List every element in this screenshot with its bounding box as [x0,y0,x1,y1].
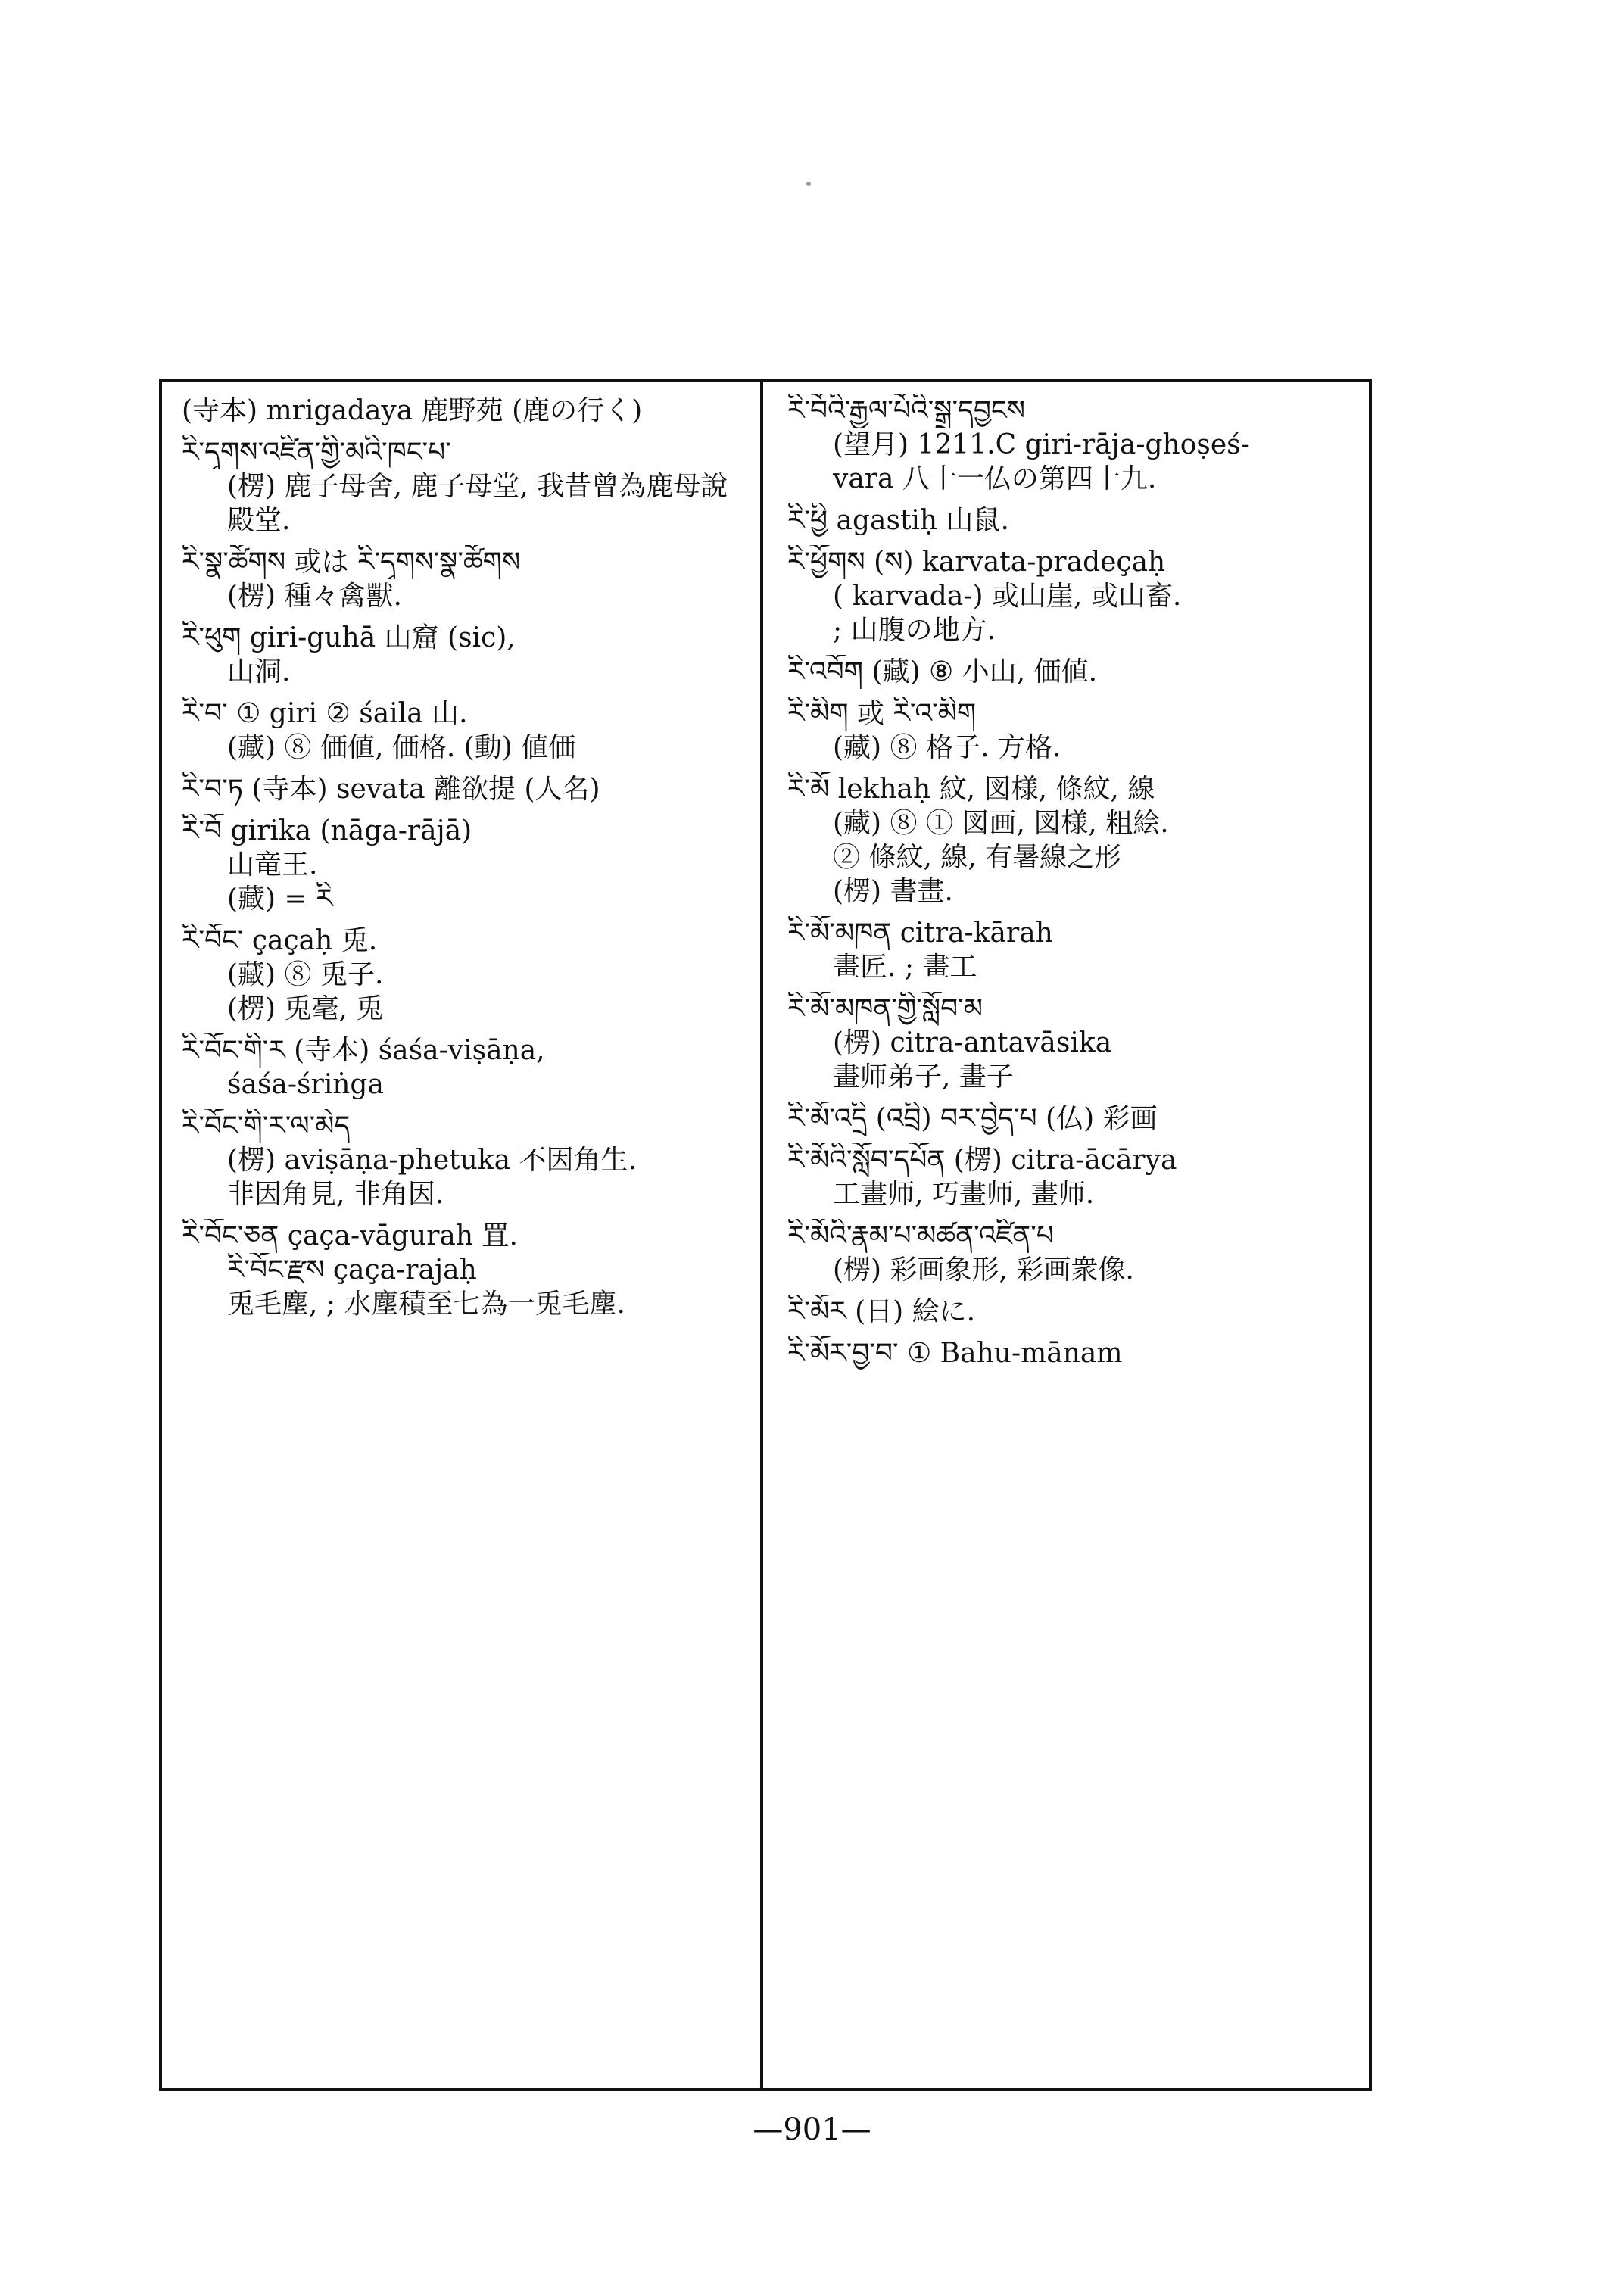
entry-spacer [787,765,1363,772]
entry-spacer [182,916,757,924]
dictionary-entry [182,1033,757,1102]
entry-spacer [182,1321,757,1329]
entry-gloss: (楞) 種々禽獸. [227,581,402,612]
entry-headword: ཪི་མོར (日) 絵に. [787,1296,976,1327]
entry-gloss: ( karvada-) 或山崖, 或山畜. [833,581,1182,612]
entry-headword: ཪི་དྭགས་འཛིན་གྱི་མའི་ཁང་པ་ [182,437,451,468]
entry-gloss: ② 條紋, 線, 有暑線之形 [833,842,1122,873]
dictionary-entry [182,545,757,613]
entry-headword: ཪི་བོང་ çaçaḥ 兎. [182,925,378,956]
entry-spacer [182,613,757,621]
dictionary-entry [787,916,1363,984]
dictionary-entry [182,621,757,689]
entry-gloss: 殿堂. [227,505,291,536]
entry-headword: ཪི་མོ་མཁན་གྱི་སློབ་མ [787,993,983,1024]
page-number: —901— [753,2112,871,2147]
dictionary-entry [182,924,757,1026]
dictionary-entry [182,697,757,765]
entry-gloss: (藏) ⑧ 兎子. [227,959,384,990]
entry-headword: ཪི་བོང་ཅན çaça-vāgurah 罝. [182,1220,518,1251]
dictionary-entry [787,545,1363,647]
dictionary-entry [787,772,1363,909]
entry-gloss: (藏) ⑧ 価値, 価格. (動) 値価 [227,732,576,763]
dictionary-entry [787,1336,1363,1370]
entry-spacer [787,689,1363,697]
entry-headword: ཪི་བ་ ① giri ② śaila 山. [182,698,468,729]
entry-gloss: 工畫师, 巧畫师, 畫师. [833,1179,1095,1210]
entry-gloss: śaśa-śriṅga [227,1069,384,1100]
entry-gloss: ; 山腹の地方. [833,615,996,646]
left-column [182,394,757,1329]
entry-spacer [182,1211,757,1219]
dictionary-entry [787,697,1363,765]
entry-headword: ཪི་མོའི་རྣམ་པ་མཚན་འཛིན་པ [787,1220,1054,1251]
entry-spacer [787,1370,1363,1378]
entry-spacer [787,1287,1363,1295]
dictionary-entry [182,1219,757,1321]
entry-gloss: 非因角見, 非角因. [227,1179,444,1210]
entry-spacer [182,689,757,697]
entry-headword: ཪི་མིག 或 ཪི་འ་མིག [787,698,977,729]
entry-gloss: (楞) 書畫. [833,876,953,907]
entry-gloss: (楞) citra-antavāsika [833,1027,1112,1058]
dictionary-entry [182,435,757,538]
entry-gloss: (藏) = ཪི [227,884,333,915]
dictionary-entry [787,1295,1363,1329]
entry-gloss: 畫匠. ; 畫工 [833,952,977,983]
dictionary-entry [182,814,757,916]
entry-headword: ཪི་བ་ཏ (寺本) sevata 離欲提 (人名) [182,774,600,805]
entry-headword: ཪི་བོང་གི་ར (寺本) śaśa-viṣāṇa, [182,1035,545,1066]
entry-headword: ཪི་མོའི་སློབ་དཔོན (楞) citra-ācārya [787,1145,1177,1176]
entry-spacer [787,647,1363,655]
entry-gloss: (藏) ⑧ 格子. 方格. [833,732,1061,763]
dictionary-entry [787,1143,1363,1211]
entry-gloss: (楞) 兎毫, 兎 [227,993,384,1024]
entry-gloss: (楞) 彩画象形, 彩画衆像. [833,1255,1134,1286]
column-divider [760,379,763,2091]
dictionary-entry [787,1102,1363,1136]
entry-gloss: (楞) aviṣāṇa-phetuka 不因角生. [227,1145,637,1176]
entry-spacer [787,538,1363,545]
entry-headword: ཪི་ཕྱི agastiḥ 山鼠. [787,505,1010,536]
entry-spacer [182,538,757,545]
entry-headword: ཪི་བོའི་རྒྱལ་པོའི་སྒྲ་དབྱངས [787,395,1025,426]
entry-headword: ཪི་ཕུག giri-guhā 山窟 (sic), [182,622,516,653]
entry-headword: ཪི་ཕྱོགས (ས) karvata-pradeçaḥ [787,547,1166,578]
entry-spacer [182,806,757,814]
entry-spacer [787,496,1363,503]
dictionary-entry [787,1219,1363,1287]
entry-gloss: 山洞. [227,656,291,687]
dictionary-entry [787,992,1363,1094]
entry-gloss: 山竜王. [227,849,318,881]
entry-spacer [182,765,757,772]
entry-headword: ཪི་བོང་གི་ར་ལ་མེད [182,1111,351,1142]
dictionary-entry [182,1109,757,1211]
entry-headword: ཪི་མོ་མཁན citra-kārah [787,918,1053,949]
dictionary-entry [787,503,1363,538]
entry-gloss: 畫师弟子, 畫子 [833,1061,1014,1092]
entry-gloss: (望月) 1211.C giri-rāja-ghoṣeś- [833,429,1250,460]
entry-headword: ཪི་སྣ་ཚོགས 或は ཪི་དྭགས་སྣ་ཚོགས [182,547,521,578]
entry-headword: ཪི་འབོག (藏) ⑧ 小山, 価値. [787,656,1098,687]
right-column [787,394,1363,1378]
entry-spacer [787,1094,1363,1102]
entry-spacer [787,909,1363,916]
dictionary-entry [787,655,1363,689]
entry-headword: (寺本) mrigadaya 鹿野苑 (鹿の行く) [182,395,643,426]
entry-spacer [787,1329,1363,1336]
entry-spacer [182,428,757,435]
entry-gloss: 兎毛塵, ; 水塵積至七為一兎毛塵. [227,1289,625,1320]
entry-spacer [182,1102,757,1109]
entry-headword: ཪི་མོར་བྱ་བ་ ① Bahu-mānam [787,1338,1123,1369]
dictionary-entry [182,772,757,806]
entry-spacer [787,984,1363,992]
entry-spacer [182,1026,757,1033]
entry-headword: ཪི་བོ girika (nāga-rājā) [182,815,472,846]
entry-headword: ཪི་མོ lekhaḥ 紋, 図様, 條紋, 線 [787,774,1155,805]
entry-gloss: (楞) 鹿子母舍, 鹿子母堂, 我昔曾為鹿母說 [227,471,728,502]
entry-spacer [787,1136,1363,1143]
entry-headword: ཪི་མོ་འདྲི (འབྲི) བར་བྱེད་པ (仏) 彩画 [787,1103,1158,1134]
entry-gloss: vara 八十一仏の第四十九. [833,463,1157,494]
dictionary-entry [182,394,757,428]
entry-gloss: (藏) ⑧ ① 図画, 図様, 粗絵. [833,808,1169,839]
entry-spacer [787,1211,1363,1219]
scan-speck [806,182,811,186]
entry-gloss: ཪི་བོང་རྫས çaça-rajaḥ [227,1255,477,1286]
dictionary-entry [787,394,1363,496]
